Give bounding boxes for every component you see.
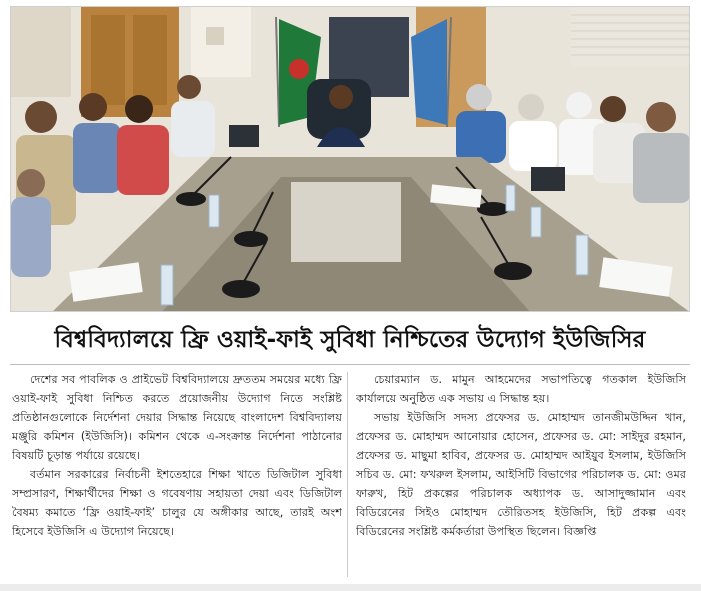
article-paragraph: চেয়ারম্যান ড. মামুন আহমেদের সভাপতিত্বে গতকাল ইউজিসি কার্যালয়ে অনুষ্ঠিত এক সভায় এ সিদ্ধান্ত হয়।	[356, 373, 686, 405]
blue-flag	[411, 19, 447, 125]
chairman-head	[329, 85, 353, 109]
headline: বিশ্ববিদ্যালয়ে ফ্রি ওয়াই-ফাই সুবিধা নিশ্চিতের উদ্যোগ ইউজিসির	[54, 326, 646, 353]
left-wall-panel	[11, 7, 71, 97]
laptop-left	[229, 125, 259, 147]
article-column-right	[356, 370, 686, 580]
window-blinds	[571, 7, 690, 67]
column-divider	[347, 372, 348, 577]
meeting-photo	[10, 6, 690, 312]
headline-divider	[10, 364, 690, 365]
article-column-left	[12, 370, 342, 580]
article-paragraph: দেশের সব পাবলিক ও প্রাইভেট বিশ্ববিদ্যালয়ে দ্রুততম সময়ের মধ্যে ফ্রি ওয়াই-ফাই সুবিধা নিশ্চিত করতে প্রয়োজনীয় উদ্যোগ নিতে সংশ্লিষ্ট প্রতিষ্ঠানগুলোকে নির্দেশনা দেয়ার সিদ্ধান্ত নিয়েছে বাংলাদেশ বিশ্ববিদ্যালয় মঞ্জুরি কমিশন (ইউজিসি)। কমিশন থেকে এ-সংক্রান্ত নির্দেশনা পাঠানোর বিষয়টি চূড়ান্ত পর্যায়ে রয়েছে।	[12, 373, 342, 462]
article-paragraph: বর্তমান সরকারের নির্বাচনী ইশতেহারে শিক্ষা খাতে ডিজিটাল সুবিধা সম্প্রসারণ, শিক্ষার্থীদের শিক্ষা ও গবেষণায় সহায়তা দেয়া এবং ডিজিটাল বৈষম্য কমাতে ‘ফ্রি ওয়াই-ফাই’ চালুর যে অঙ্গীকার আছে, তারই অংশ হিসেবে ইউজিসি এ উদ্যোগ নিয়েছে।	[12, 468, 342, 538]
center-carpet	[291, 182, 401, 262]
laptop-right	[531, 167, 565, 191]
next-article-strip	[0, 584, 701, 591]
article-paragraph: সভায় ইউজিসি সদস্য প্রফেসর ড. মোহাম্মদ তানজীমউদ্দিন খান, প্রফেসর ড. মোহাম্মদ আনোয়ার হোসেন, প্রফেসর ড. মো: সাইদুর রহমান, প্রফেসর ড. মাছুমা হাবিব, প্রফেসর ড. মোহাম্মদ আইয়ুব ইসলাম, ইউজিসি সচিব ড. মো: ফখরুল ইসলাম, আইসিটি বিভাগের পরিচালক ড. মো: ওমর ফারুখ, হিট প্রকল্পের পরিচালক অধ্যাপক ড. আসাদুজ্জামান এবং বিডিরেনের সিইও মোহাম্মদ তৌরিতসহ ইউজিসি, হিট প্রকল্প এবং বিডিরেনের সংশ্লিষ্ট কর্মকর্তারা উপস্থিত ছিলেন। বিজ্ঞপ্তি	[356, 411, 686, 538]
meeting-scene	[11, 7, 690, 312]
